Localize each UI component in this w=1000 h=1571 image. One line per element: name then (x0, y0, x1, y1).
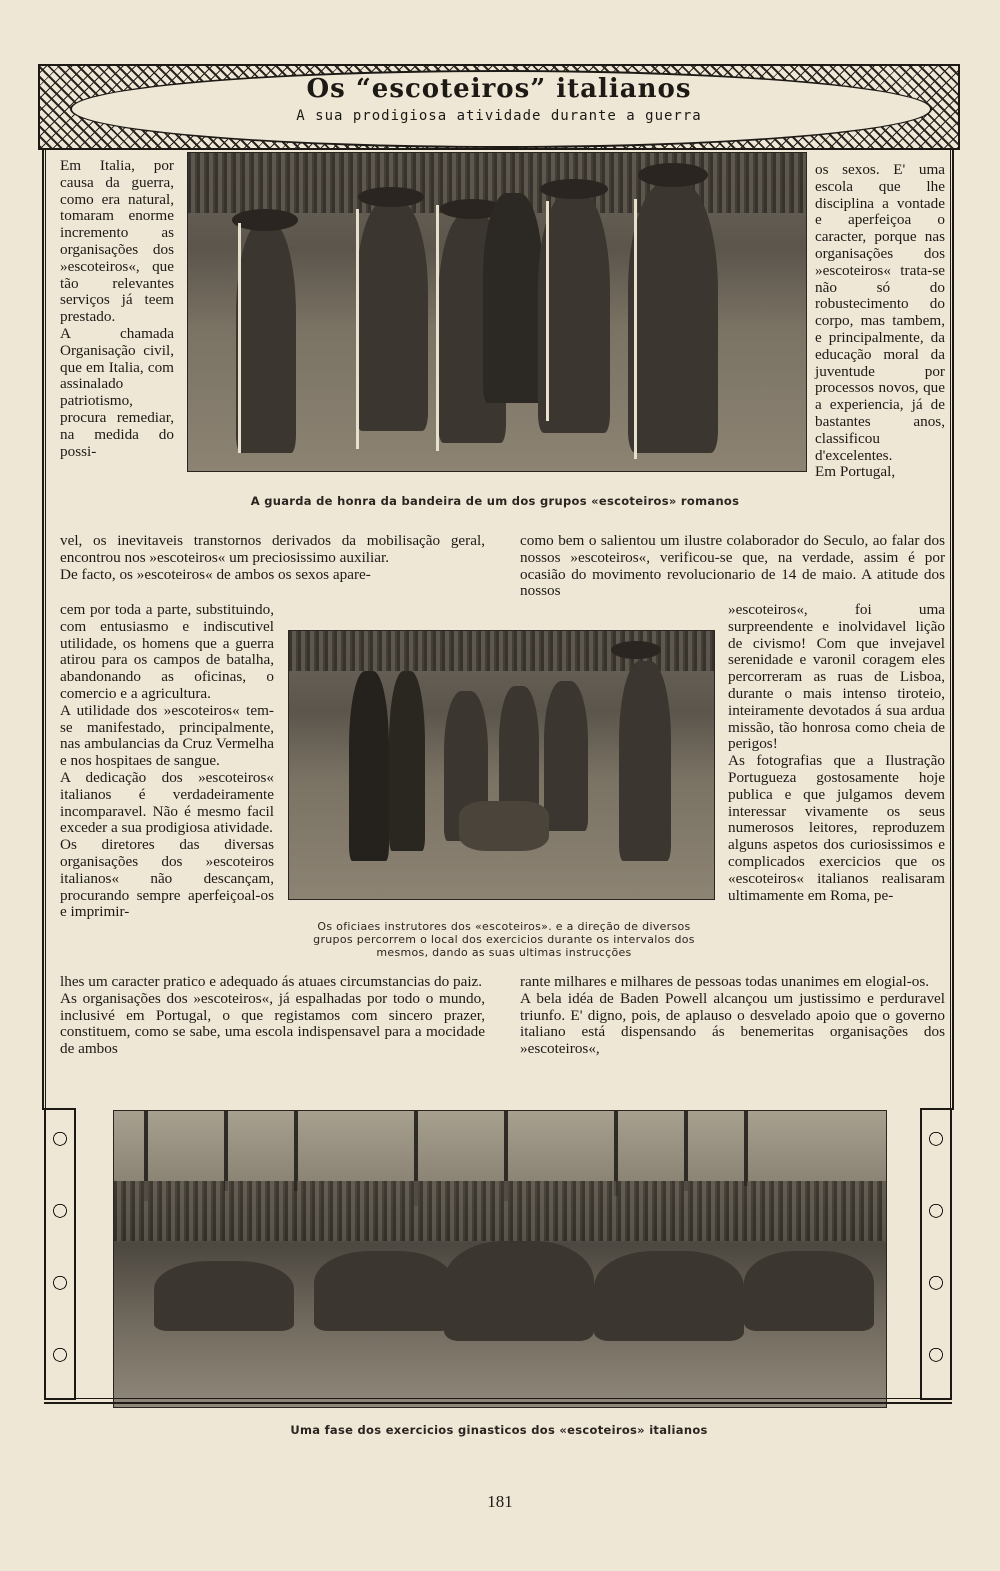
frame-border-right (950, 150, 954, 1110)
caption-photo2: Os oficiaes instrutores dos «escoteiros». e a direção de diversos grupos percorrem o local dos exercicios durante os intervalos dos mesmos, dando as suas ultimas instrucções (313, 920, 695, 959)
photo-gymnastic-exercises (113, 1110, 887, 1408)
photo-honor-guard (187, 152, 807, 472)
text-column-right-top: os sexos. E' uma escola que lhe disciplina a vontade e aperfeiçoa o caracter, porque nas organisações dos »escoteiros« trata-se não só do robustecimento do corpo, mas tambem, e principalmente, da educação moral da juventude por processos novos, que a experiencia, já de bastantes anos, classificou d'excelentes. Em Portugal, (815, 161, 945, 481)
photo-instructors (288, 630, 715, 900)
caption-photo3: Uma fase dos exercicios ginasticos dos «escoteiros» italianos (290, 1423, 708, 1437)
page-number: 181 (487, 1492, 513, 1511)
frame-border-bottom (44, 1398, 952, 1404)
text-column-right-band: como bem o salientou um ilustre colaborador do Seculo, ao falar dos nossos »escoteiros«, verificou-se que, na verdade, assim é por ocasião do movimento revolucionario de 14 de maio. A atitude dos nossos (520, 532, 945, 600)
text-column-left-middle: cem por toda a parte, substituindo, com entusiasmo e indiscutivel utilidade, os homens que a guerra atirou para os campos de batalha, abandonando as oficinas, o comercio e a agricultura. A utilidade dos »escoteiros« tem-se manifestado, principalmente, nas ambulancias da Cruz Vermelha e nos hospitaes de sangue. A dedicação dos »escoteiros« italianos é verdadeiramente incomparavel. Não é mesmo facil exceder a sua prodigiosa atividade. Os diretores das diversas organisações dos »escoteiros italianos« não descançam, procurando sempre aperfeiçoal-os e imprimir- (60, 601, 274, 921)
header-banner (38, 64, 960, 150)
text-column-left-lower: lhes um caracter pratico e adequado ás atuaes circumstancias do paiz. As organisações dos »escoteiros«, já espalhadas por todo o mundo, inclusivé em Portugal, o que registamos com sincero prazer, constituem, como se sabe, uma escola indispensavel para a mocidade de ambos (60, 973, 485, 1058)
article-subtitle: A sua prodigiosa atividade durante a guerra (296, 108, 702, 124)
article-title: Os “escoteiros” italianos (306, 74, 692, 104)
text-column-left-top: Em Italia, por causa da guerra, como era natural, tomaram enorme incremento as organisações dos »escoteiros«, que tão relevantes serviços já teem prestado. A chamada Organisação civil, que em Italia, com assinalado patriotismo, procura remediar, na medida do possi- (60, 157, 174, 460)
ornament-left (44, 1108, 76, 1400)
frame-border-left (42, 150, 46, 1110)
text-column-right-lower: rante milhares e milhares de pessoas todas unanimes em elogial-os. A bela idéa de Baden Powell alcançou um justissimo e perduravel triunfo. E' digno, pois, de aplauso o desvelado apoio que o governo italiano está dispensando ás benemeritas organisações dos »escoteiros«, (520, 973, 945, 1058)
ornament-right (920, 1108, 952, 1400)
text-column-right-middle: »escoteiros«, foi uma surpreendente e inolvidavel lição de civismo! Com que invejavel serenidade e varonil coragem eles percorreram as ruas de Lisboa, durante o mais intenso tiroteio, inteiramente devotados á sua ardua missão, tão honrosa como cheia de perigos! As fotografias que a Ilustração Portugueza gostosamente hoje publica e que julgamos devem interessar vivamente os seus numerosos leitores, reproduzem alguns aspetos dos curiosissimos e complicados exercicios que os «escoteiros« italianos realisaram ultimamente em Roma, pe- (728, 601, 945, 904)
caption-photo1: A guarda de honra da bandeira de um dos grupos «escoteiros» romanos (250, 494, 740, 508)
text-column-left-band: vel, os inevitaveis transtornos derivados da mobilisação geral, encontrou nos »escoteiros« um preciosissimo auxiliar. De facto, os »escoteiros« de ambos os sexos apare- (60, 532, 485, 583)
